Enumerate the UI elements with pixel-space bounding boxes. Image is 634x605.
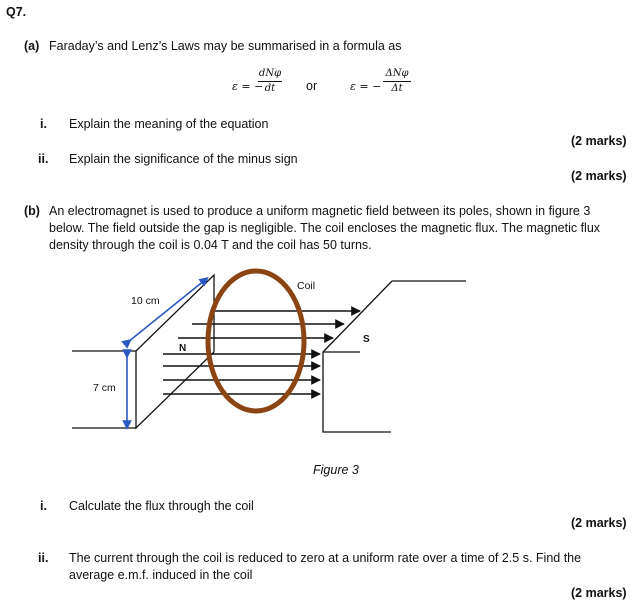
part-a-item-2-text: Explain the significance of the minus sign [69,152,298,166]
coil-ring [208,271,304,411]
part-b-item-2-text-line-1: The current through the coil is reduced to zero at a uniform rate over a time of 2.5 s. Find the [69,551,582,565]
part-a-intro: Faraday’s and Lenz’s Laws may be summarised in a formula as [49,39,402,53]
part-a-item-2-roman: ii. [38,152,49,166]
equation-1-numerator: dNφ [258,68,282,79]
part-b-label: (b) [24,204,40,218]
part-a-item-1-text: Explain the meaning of the equation [69,117,269,131]
part-b-item-1-roman: i. [40,499,47,513]
equation-1-lhs: ε = − [232,80,264,93]
part-b-item-2-roman: ii. [38,551,49,565]
south-pole-block [323,281,466,432]
part-a-item-1-roman: i. [40,117,47,131]
part-b-line-1: An electromagnet is used to produce a uniform magnetic field between its poles, shown in figure 3 [49,204,591,218]
equation-2-numerator: ΔNφ [385,68,409,79]
equation-2-lhs: ε = − [350,80,382,93]
or-text: or [306,79,318,93]
part-b-item-1-marks: (2 marks) [571,516,627,530]
part-b-item-2-marks: (2 marks) [571,586,627,600]
south-label: S [363,334,370,345]
part-b-line-3: density through the coil is 0.04 T and the coil has 50 turns. [49,238,372,252]
equation-2-denominator: Δt [391,83,403,94]
coil-label: Coil [297,280,316,292]
part-b-line-2: below. The field outside the gap is negligible. The coil encloses the magnetic flux. The magnetic flux [49,221,601,235]
part-a-item-2-marks: (2 marks) [571,169,627,183]
part-b-item-1-text: Calculate the flux through the coil [69,499,254,513]
equation-1-denominator: dt [264,83,276,94]
part-a-label: (a) [24,39,40,53]
north-label: N [179,343,187,354]
figure-caption: Figure 3 [313,463,359,477]
part-b-item-2-text-line-2: average e.m.f. induced in the coil [69,568,253,582]
width-dimension-arrow [128,280,205,342]
part-a-item-1-marks: (2 marks) [571,134,627,148]
question-number: Q7. [6,5,27,19]
height-label: 7 cm [93,382,116,394]
width-label: 10 cm [131,295,160,307]
